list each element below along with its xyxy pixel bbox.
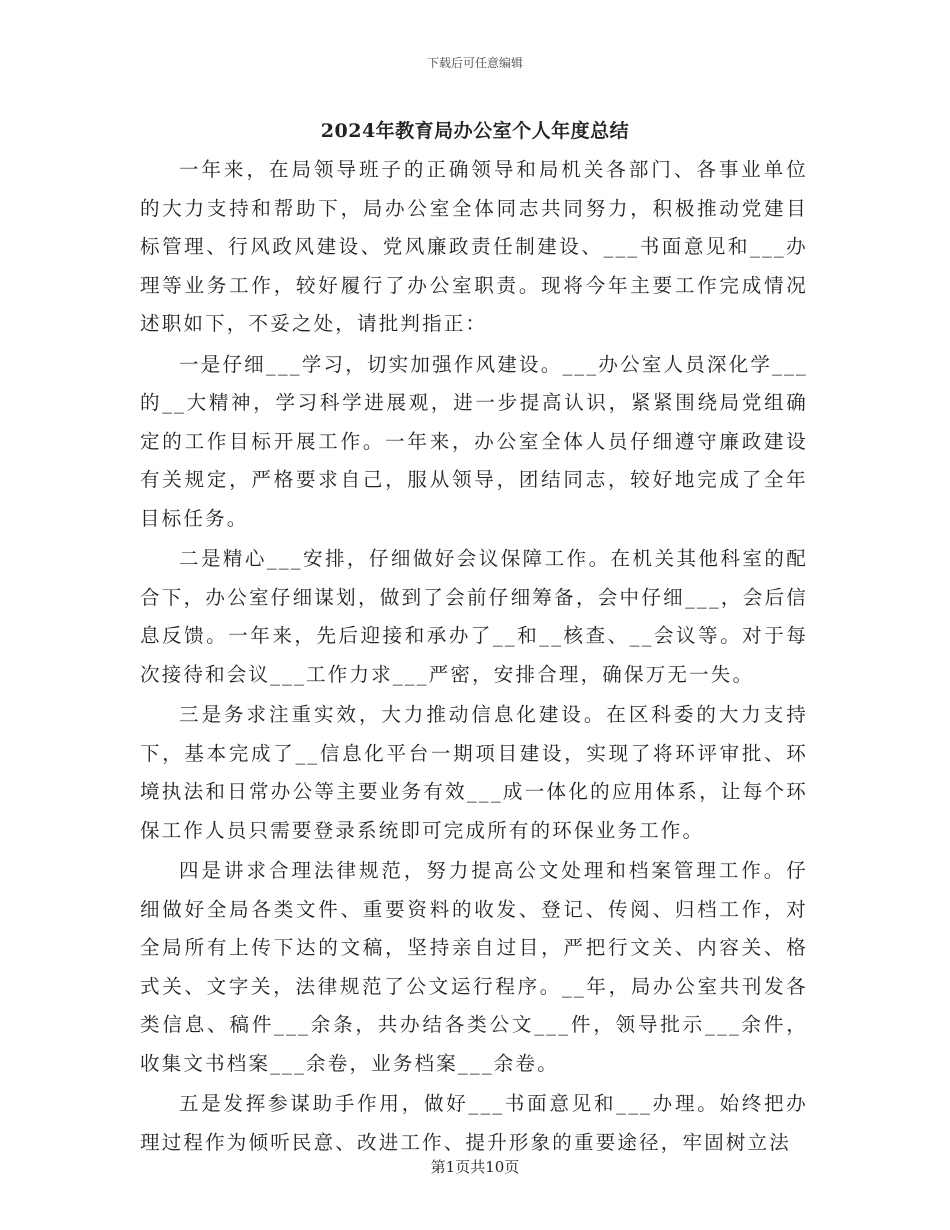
paragraph-item-3: 三是务求注重实效，大力推动信息化建设。在区科委的大力支持下，基本完成了__信息化平台一期项目建设，实现了将环评审批、环境执法和日常办公等主要业务有效___成一体化的应用体系，让每个环保工作人员只需要登录系统即可完成所有的环保业务工作。 [140, 703, 808, 842]
paragraph-item-5: 五是发挥参谋助手作用，做好___书面意见和___办理。始终把办理过程作为倾听民意、改进工作、提升形象的重要途径，牢固树立法 [140, 1092, 808, 1154]
paragraph-item-1: 一是仔细___学习，切实加强作风建设。___办公室人员深化学___的__大精神，学习科学进展观，进一步提高认识，紧紧围绕局党组确定的工作目标开展工作。一年来，办公室全体人员仔细遵守廉政建设有关规定，严格要求自己，服从领导，团结同志，较好地完成了全年目标任务。 [140, 352, 808, 530]
document-title: 2024年教育局办公室个人年度总结 [320, 120, 630, 142]
paragraph-item-4: 四是讲求合理法律规范，努力提高公文处理和档案管理工作。仔细做好全局各类文件、重要资料的收发、登记、传阅、归档工作，对全局所有上传下达的文稿，坚持亲自过目，严把行文关、内容关、格式关、文字关，法律规范了公文运行程序。__年，局办公室共刊发各类信息、稿件___余条，共办结各类公文___件，领导批示___余件，收集文书档案___余卷，业务档案___余卷。 [140, 859, 808, 1075]
page-number: 第1页共10页 [430, 1158, 520, 1176]
paragraph-intro: 一年来，在局领导班子的正确领导和局机关各部门、各事业单位的大力支持和帮助下，局办公室全体同志共同努力，积极推动党建目标管理、行风政风建设、党风廉政责任制建设、___书面意见和___办理等业务工作，较好履行了办公室职责。现将今年主要工作完成情况述职如下，不妥之处，请批判指正： [140, 158, 808, 335]
document-body [140, 151, 808, 1164]
download-note: 下载后可任意编辑 [426, 56, 523, 70]
paragraph-item-2: 二是精心___安排，仔细做好会议保障工作。在机关其他科室的配合下，办公室仔细谋划，做到了会前仔细筹备，会中仔细___，会后信息反馈。一年来，先后迎接和承办了__和__核查、__会议等。对于每次接待和会议___工作力求___严密，安排合理，确保万无一失。 [140, 547, 808, 686]
